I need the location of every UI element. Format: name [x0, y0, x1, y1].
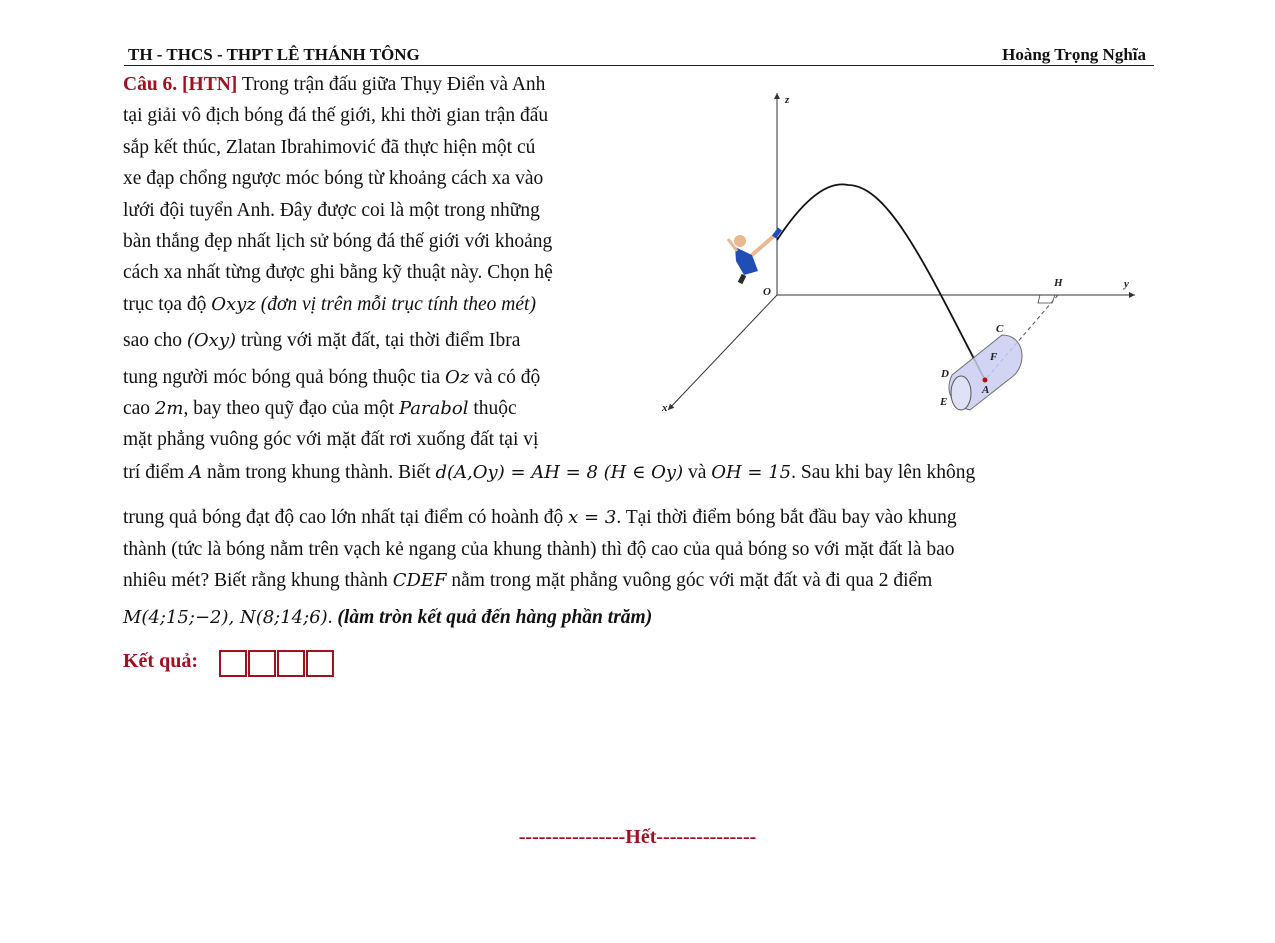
text-line: trung quả bóng đạt độ cao lớn nhất tại điểm có hoành độ x = 3. Tại thời điểm bóng bắt đầu bay vào khung	[123, 507, 957, 528]
answer-label: Kết quả:	[123, 650, 198, 672]
rounding-note: (làm tròn kết quả đến hàng phần trăm)	[337, 607, 653, 628]
question-text	[123, 69, 633, 456]
z-label: z	[785, 94, 790, 106]
text-line: xe đạp chổng ngược móc bóng từ khoảng cách xa vào	[123, 168, 544, 190]
goal-end	[951, 376, 971, 410]
question-label: Câu 6. [HTN]	[123, 74, 238, 95]
y-label: y	[1124, 278, 1129, 290]
text-line: M(4;15;−2), N(8;14;6). (làm tròn kết quả đến hàng phần trăm)	[123, 607, 653, 628]
text-line: trí điểm A nằm trong khung thành. Biết d(A,Oy) = AH = 8 (H ∈ Oy) và OH = 15. Sau khi bay lên không	[123, 462, 976, 483]
h-label: H	[1054, 277, 1063, 289]
player-illustration	[728, 229, 780, 283]
text-line: bàn thắng đẹp nhất lịch sử bóng đá thế giới với khoảng	[123, 231, 553, 253]
page-header	[124, 44, 1154, 66]
text-line: trục tọa độ Oxyz (đơn vị trên mỗi trục tính theo mét)	[123, 293, 536, 315]
text-line: Trong trận đấu giữa Thụy Điển và Anh	[237, 74, 546, 95]
x-label: x	[662, 402, 668, 414]
x-axis	[668, 295, 777, 410]
trajectory-figure	[640, 85, 1150, 430]
answer-box[interactable]	[306, 650, 334, 677]
answer-boxes[interactable]	[219, 650, 335, 677]
school-name: TH - THCS - THPT LÊ THÁNH TÔNG	[128, 45, 420, 64]
answer-box[interactable]	[248, 650, 276, 677]
text-line: tung người móc bóng quả bóng thuộc tia Oz và có độ	[123, 366, 541, 388]
answer-box[interactable]	[219, 650, 247, 677]
text-line: cao 2m, bay theo quỹ đạo của một Parabol thuộc	[123, 398, 517, 420]
text-line: mặt phẳng vuông góc với mặt đất rơi xuống đất tại vị	[123, 429, 539, 451]
text-line: thành (tức là bóng nằm trên vạch kẻ ngang của khung thành) thì độ cao của quả bóng so với mặt đất là bao	[123, 539, 955, 560]
ball-trajectory	[777, 184, 985, 380]
c-label: C	[996, 323, 1004, 335]
e-label: E	[940, 396, 948, 408]
text-line: sao cho (Oxy) trùng với mặt đất, tại thời điểm Ibra	[123, 330, 521, 352]
a-label: A	[982, 384, 990, 396]
text-line: sắp kết thúc, Zlatan Ibrahimović đã thực hiện một cú	[123, 136, 536, 158]
text-line: cách xa nhất từng được ghi bằng kỹ thuật này. Chọn hệ	[123, 262, 553, 284]
text-line: lưới đội tuyển Anh. Đây được coi là một trong những	[123, 199, 540, 221]
f-label: F	[990, 351, 998, 363]
answer-box[interactable]	[277, 650, 305, 677]
point-a	[983, 378, 988, 383]
d-label: D	[941, 368, 949, 380]
author-name: Hoàng Trọng Nghĩa	[1002, 45, 1146, 64]
end-marker: ----------------Hết---------------	[518, 826, 757, 848]
text-line: nhiêu mét? Biết rằng khung thành CDEF nằm trong mặt phẳng vuông góc với mặt đất và đi qua 2 điểm	[123, 570, 933, 591]
origin-label: O	[763, 286, 771, 298]
text-line: tại giải vô địch bóng đá thế giới, khi thời gian trận đấu	[123, 105, 549, 127]
